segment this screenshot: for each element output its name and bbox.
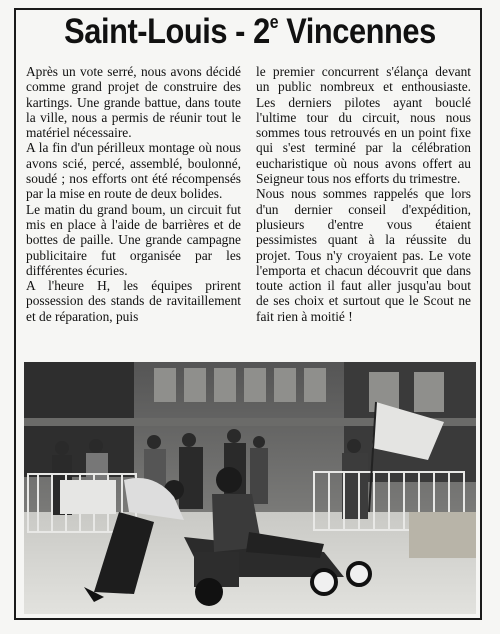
right-text-column (256, 64, 471, 324)
paragraph: A la fin d'un périlleux montage où nous avons scié, percé, assemblé, boulonné, soudé ; nos efforts ont été récompensés par la mise en route de deux bolides. (26, 140, 241, 202)
title-main: Saint-Louis - 2 (64, 12, 270, 51)
title-superscript: e (269, 12, 279, 32)
paragraph: Le matin du grand boum, un circuit fut mis en place à l'aide de barrières et de bottes de paille. Une grande campagne publicitaire fut organisée par les différentes écuries. (26, 201, 241, 278)
paragraph: le premier concurrent s'élança devant un public nombreux et enthousiaste. Les derniers pilotes ayant bouclé l'ultime tour du circuit, nous nous sommes tous retrouvés en un point fixe qui s'est terminé par la célébration eucharistique où nous avons offert au Seigneur tous nos efforts du trimestre. (256, 64, 471, 187)
article-title (30, 12, 470, 52)
photo-illustration (24, 362, 476, 614)
left-text-column (26, 64, 241, 324)
karting-race-photo (24, 362, 476, 614)
poster-sign (60, 480, 116, 514)
straw-bale (409, 512, 476, 558)
paragraph: Après un vote serré, nous avons décidé comme grand projet de construire des kartings. Une grande battue, dans toute la ville, nous a permis de réunir tout le matériel nécessaire. (26, 64, 241, 141)
title-end: Vincennes (278, 12, 436, 51)
paragraph: A l'heure H, les équipes prirent possession des stands de ravitaillement et de réparation, puis (26, 278, 241, 324)
paragraph: Nous nous sommes rappelés que lors d'un dernier conseil d'expédition, plusieurs d'entre vous étaient pessimistes quant à la réussite du projet. Tous n'y croyaient pas. Le vote l'emporta et chacun découvrit que dans toute action il faut aller jusqu'au bout de ses choix et surtout que le Scout ne fait rien à moitié ! (256, 186, 471, 324)
